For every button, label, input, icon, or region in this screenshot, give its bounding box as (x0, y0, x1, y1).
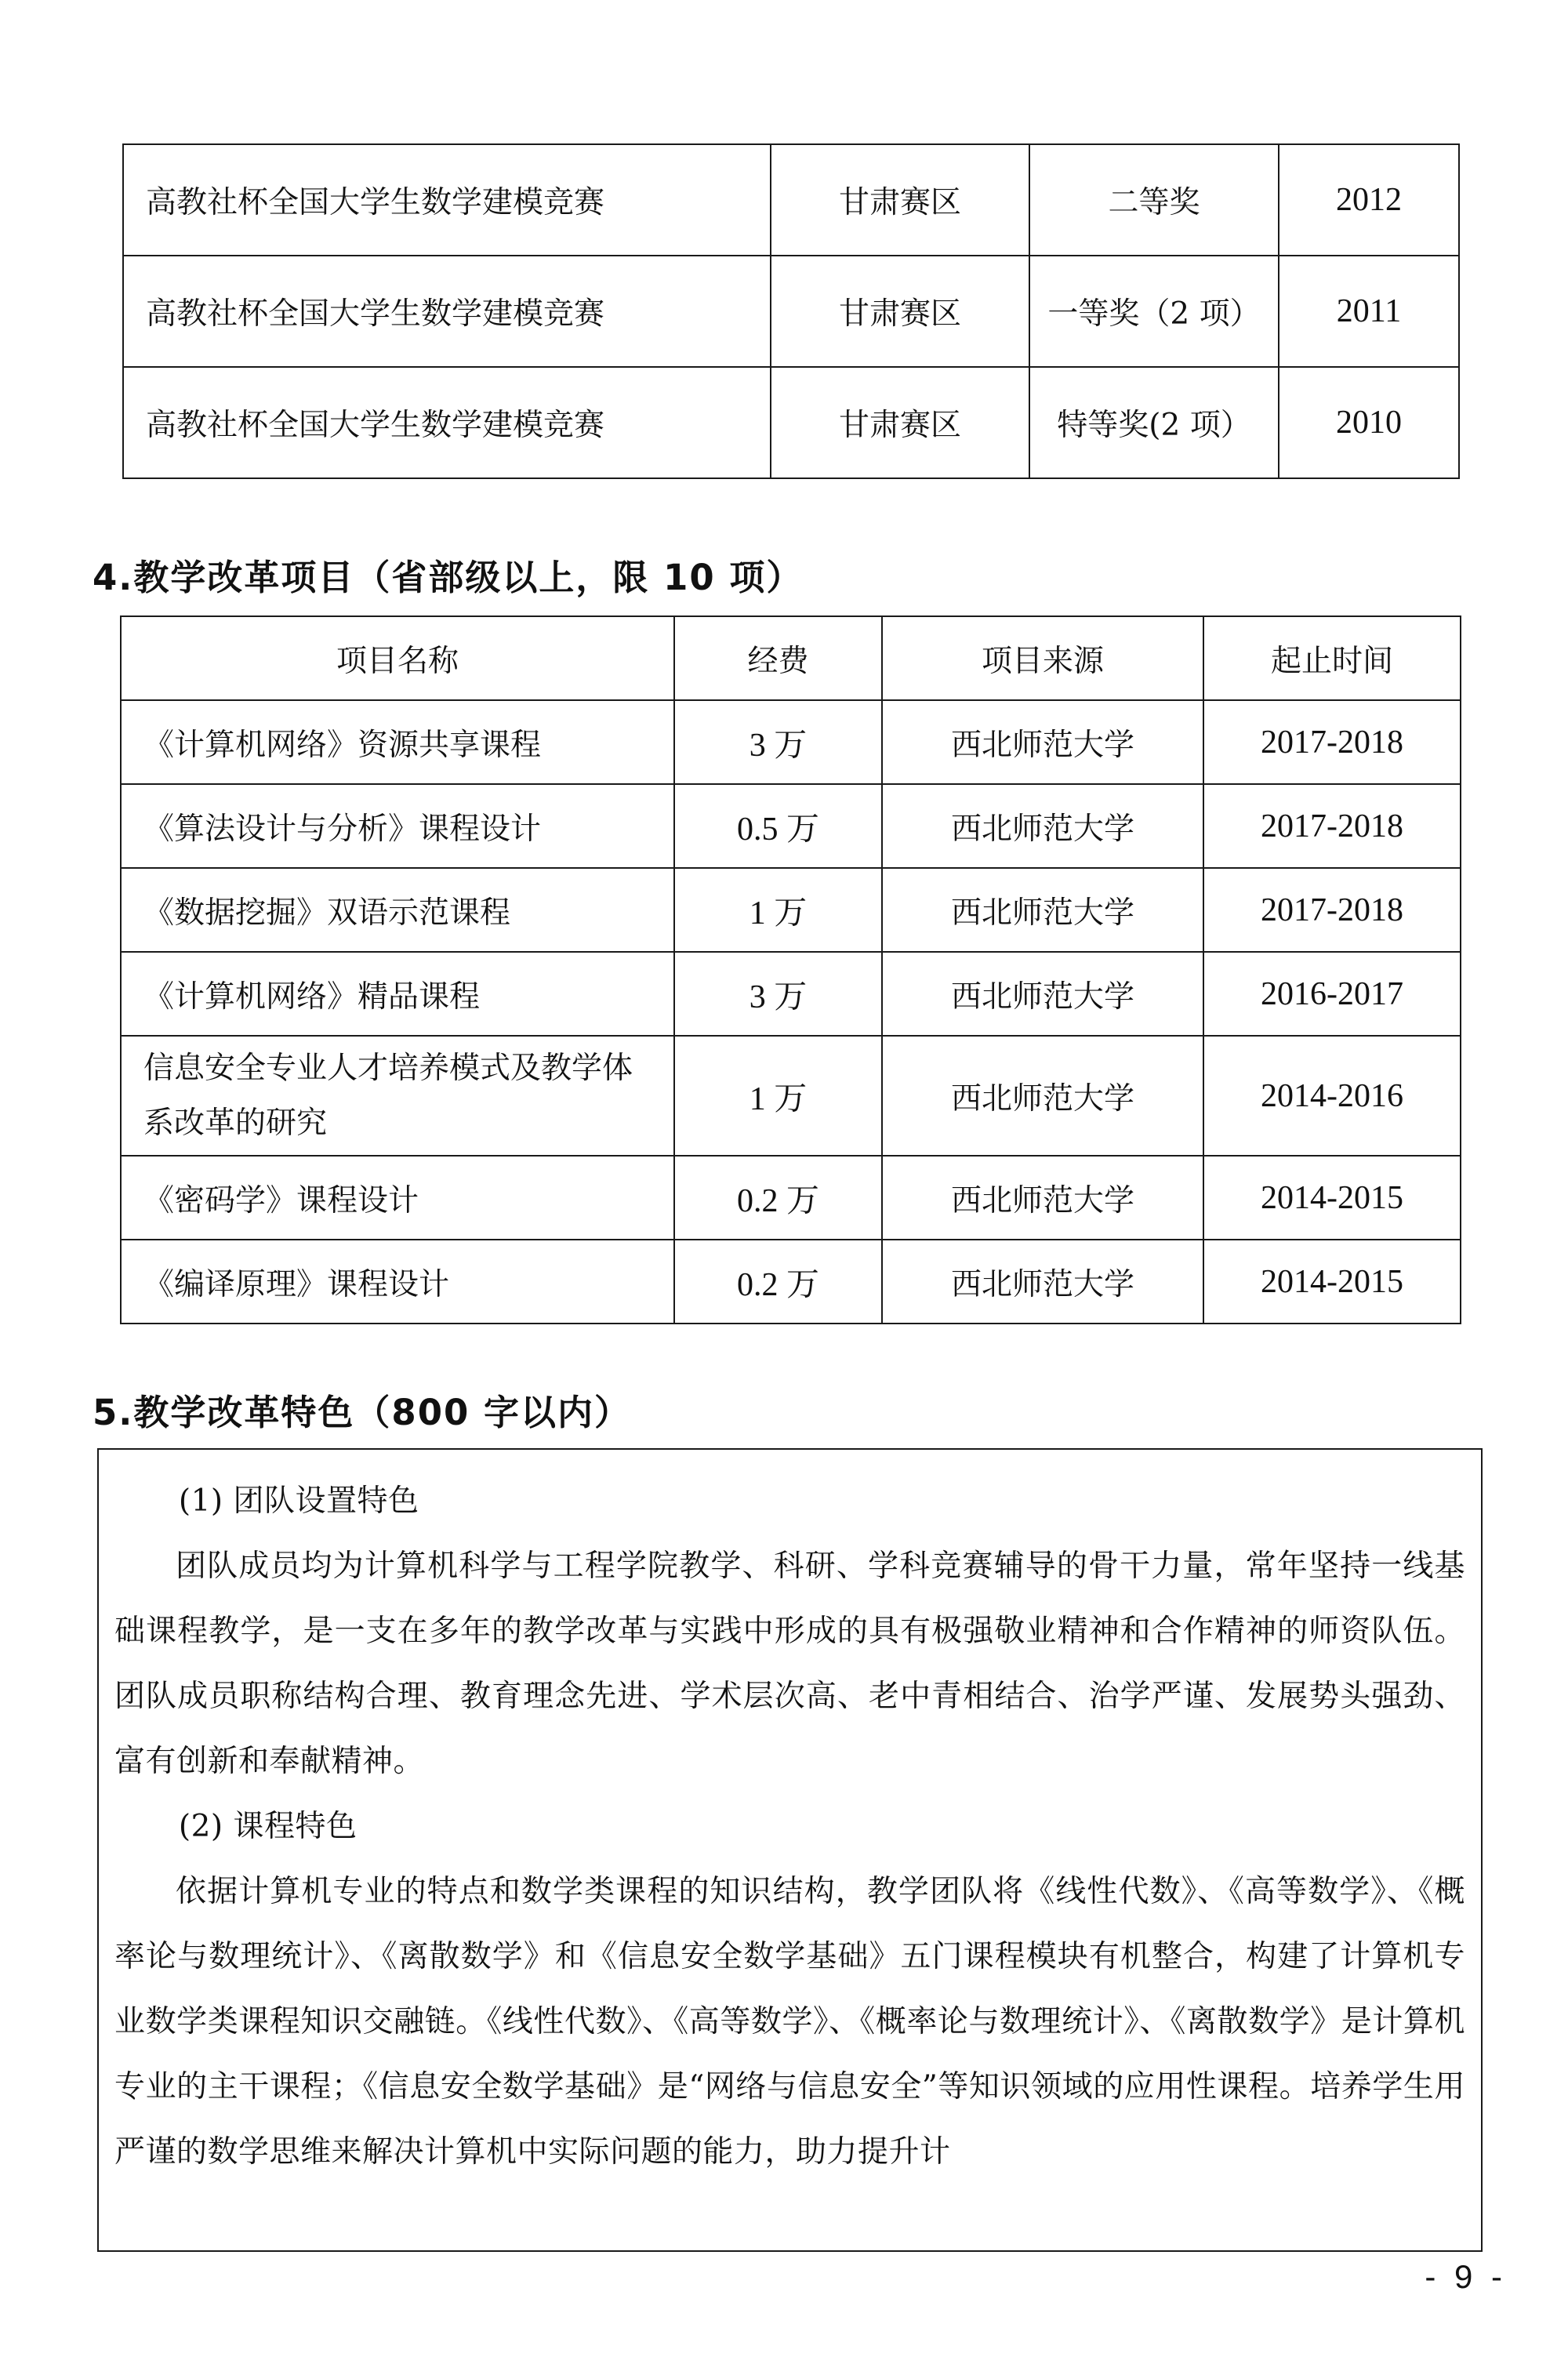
project-funding: 1 万 (674, 868, 882, 952)
column-header-name: 项目名称 (121, 616, 674, 700)
project-period: 2017-2018 (1203, 868, 1461, 952)
project-period: 2014-2015 (1203, 1240, 1461, 1324)
table-row (123, 367, 1459, 478)
award-year: 2012 (1279, 144, 1459, 256)
project-period: 2014-2015 (1203, 1156, 1461, 1240)
award-region: 甘肃赛区 (771, 367, 1029, 478)
section-heading-reform-features: 5.教学改革特色（800 字以内） (93, 1392, 632, 1433)
award-year: 2010 (1279, 367, 1459, 478)
paragraph-course-features: 依据计算机专业的特点和数学类课程的知识结构，教学团队将《线性代数》、《高等数学》、《概率论与数理统计》、《离散数学》和《信息安全数学基础》五门课程模块有机整合，构建了计算机专业数学类课程知识交融链。《线性代数》、《高等数学》、《概率论与数理统计》、《离散数学》是计算机专业的主干课程；《信息安全数学基础》是“网络与信息安全”等知识领域的应用性课程。培养学生用严谨的数学思维来解决计算机中实际问题的能力，助力提升计 (114, 1874, 1465, 2170)
table-row (121, 952, 1461, 1036)
project-funding: 3 万 (674, 700, 882, 784)
project-period: 2017-2018 (1203, 784, 1461, 868)
project-name: 《数据挖掘》双语示范课程 (121, 868, 674, 952)
project-name: 《编译原理》课程设计 (121, 1240, 674, 1324)
subheading-course-features: (2) 课程特色 (178, 1809, 358, 1844)
awards-table (122, 143, 1460, 479)
award-region: 甘肃赛区 (771, 256, 1029, 367)
table-row (121, 1156, 1461, 1240)
award-name: 高教社杯全国大学生数学建模竞赛 (123, 144, 771, 256)
table-row (121, 1036, 1461, 1156)
project-source: 西北师范大学 (882, 868, 1203, 952)
project-source: 西北师范大学 (882, 1156, 1203, 1240)
award-year: 2011 (1279, 256, 1459, 367)
table-row (123, 256, 1459, 367)
table-row (121, 1240, 1461, 1324)
project-period: 2016-2017 (1203, 952, 1461, 1036)
project-source: 西北师范大学 (882, 952, 1203, 1036)
subheading-team-features: (1) 团队设置特色 (178, 1483, 419, 1519)
reform-projects-table (120, 615, 1461, 1324)
page-number: - 9 - (1425, 2258, 1507, 2295)
award-name: 高教社杯全国大学生数学建模竞赛 (123, 256, 771, 367)
project-funding: 0.2 万 (674, 1156, 882, 1240)
project-name: 《计算机网络》资源共享课程 (121, 700, 674, 784)
award-region: 甘肃赛区 (771, 144, 1029, 256)
reform-features-box (97, 1448, 1483, 2252)
column-header-period: 起止时间 (1203, 616, 1461, 700)
project-name: 《计算机网络》精品课程 (121, 952, 674, 1036)
project-period: 2017-2018 (1203, 700, 1461, 784)
project-source: 西北师范大学 (882, 1036, 1203, 1156)
project-source: 西北师范大学 (882, 784, 1203, 868)
project-source: 西北师范大学 (882, 1240, 1203, 1324)
project-name: 《密码学》课程设计 (121, 1156, 674, 1240)
table-row (123, 144, 1459, 256)
award-prize: 特等奖(2 项） (1029, 367, 1279, 478)
project-funding: 0.2 万 (674, 1240, 882, 1324)
project-source: 西北师范大学 (882, 700, 1203, 784)
project-name: 《算法设计与分析》课程设计 (121, 784, 674, 868)
column-header-funding: 经费 (674, 616, 882, 700)
project-period: 2014-2016 (1203, 1036, 1461, 1156)
paragraph-team-features: 团队成员均为计算机科学与工程学院教学、科研、学科竞赛辅导的骨干力量，常年坚持一线基础课程教学，是一支在多年的教学改革与实践中形成的具有极强敬业精神和合作精神的师资队伍。团队成员职称结构合理、教育理念先进、学术层次高、老中青相结合、治学严谨、发展势头强劲、富有创新和奉献精神。 (114, 1549, 1465, 1779)
project-funding: 0.5 万 (674, 784, 882, 868)
column-header-source: 项目来源 (882, 616, 1203, 700)
award-prize: 一等奖（2 项） (1029, 256, 1279, 367)
table-row (121, 868, 1461, 952)
project-name: 信息安全专业人才培养模式及教学体系改革的研究 (121, 1036, 674, 1156)
project-funding: 1 万 (674, 1036, 882, 1156)
table-row (121, 784, 1461, 868)
table-row (121, 700, 1461, 784)
award-name: 高教社杯全国大学生数学建模竞赛 (123, 367, 771, 478)
award-prize: 二等奖 (1029, 144, 1279, 256)
table-header-row (121, 616, 1461, 700)
section-heading-reform-projects: 4.教学改革项目（省部级以上，限 10 项） (93, 557, 804, 598)
project-funding: 3 万 (674, 952, 882, 1036)
